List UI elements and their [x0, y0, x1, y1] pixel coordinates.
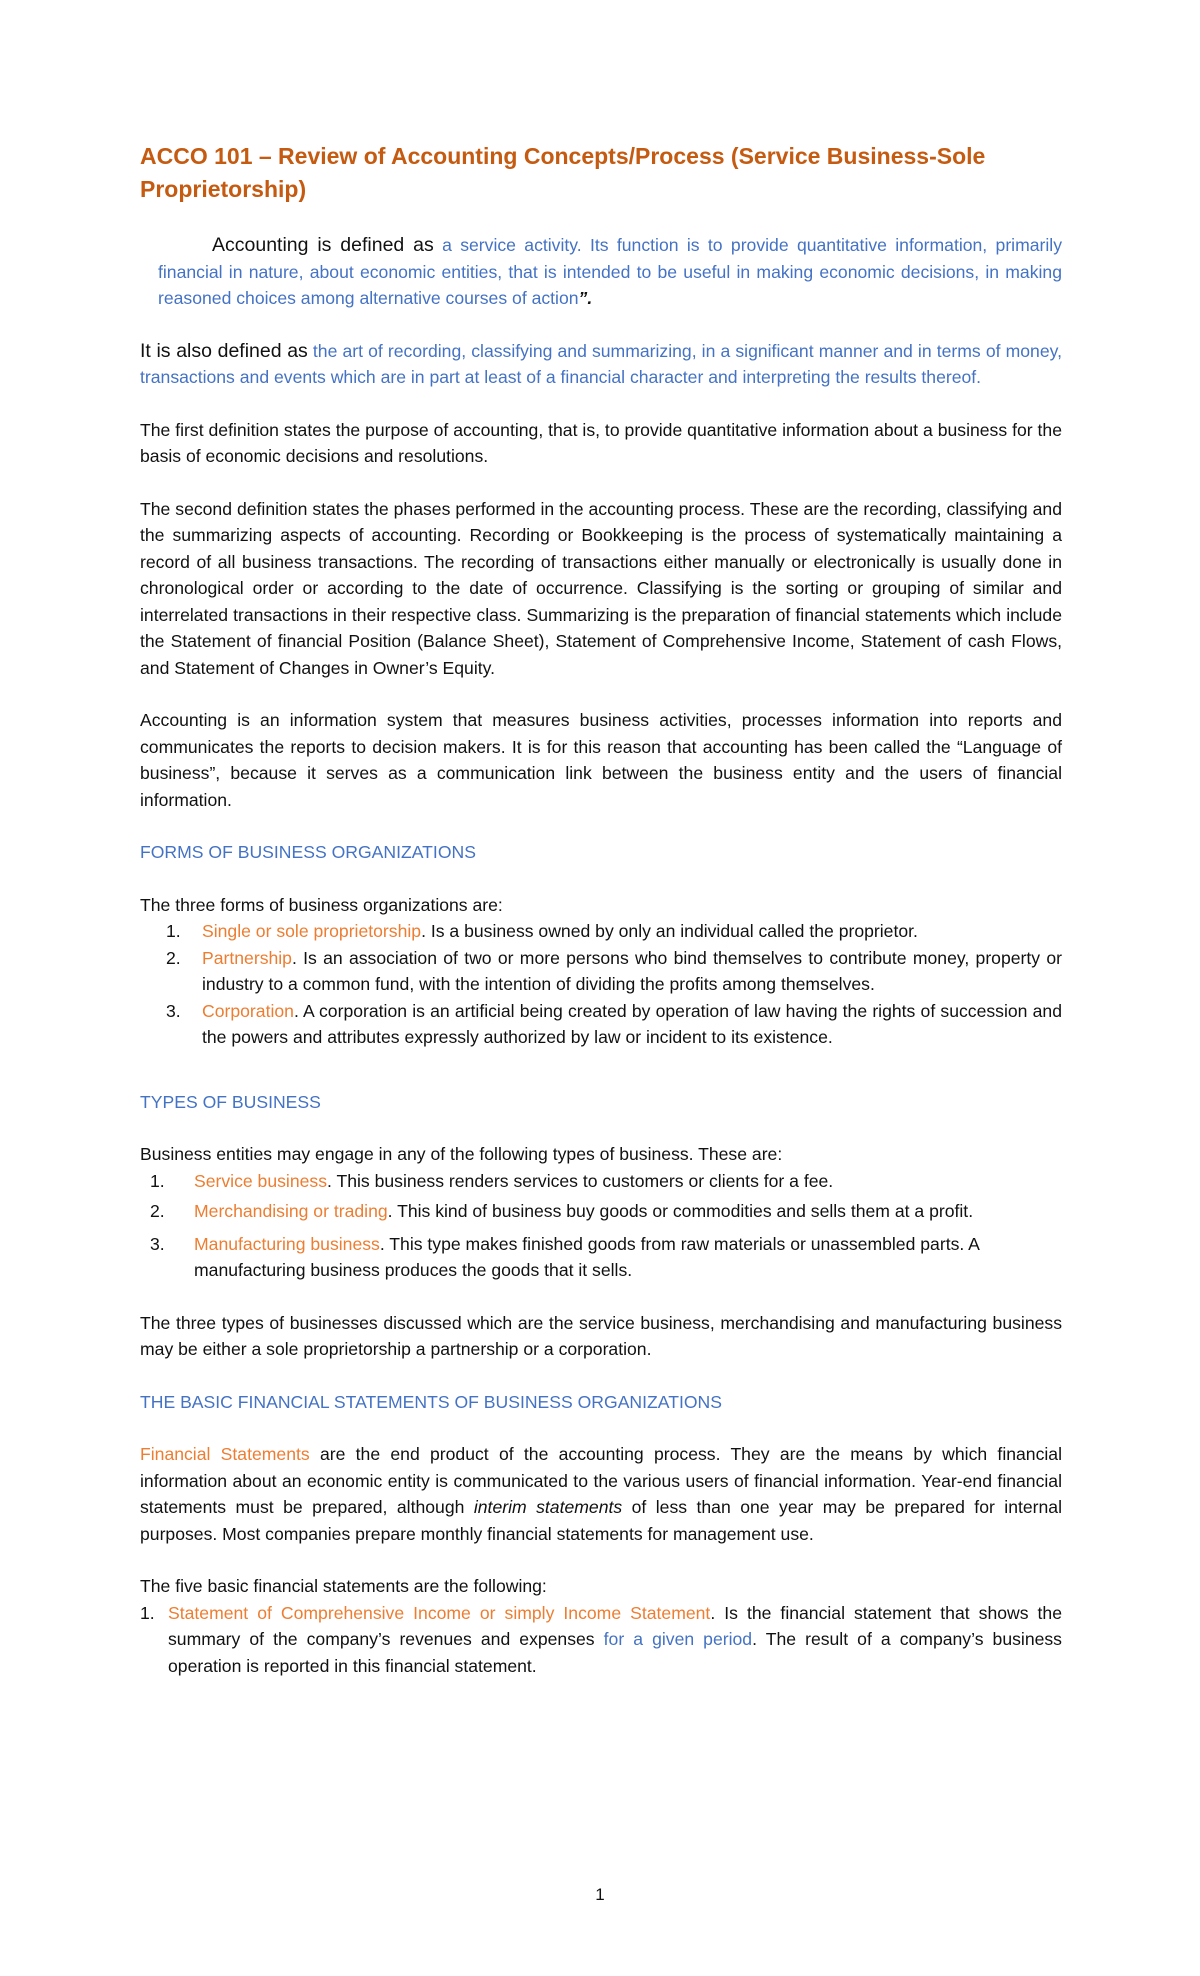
list-item: 3. Corporation. A corporation is an artificial being created by operation of law having the rights of succession and the powers and attributes expressly authorized by law or incident to its existence. [166, 1000, 1062, 1047]
statements-list [140, 1600, 1062, 1680]
statements-heading: THE BASIC FINANCIAL STATEMENTS OF BUSINESS ORGANIZATIONS [140, 1391, 722, 1412]
definition-paragraph-2 [140, 338, 1062, 391]
definition-2-text: the art of recording, classifying and summarizing, in a significant manner and in terms of money, transactions and events which are in part at least of a financial character and interpreting the results thereof. [140, 340, 1062, 387]
list-item: 1. Statement of Comprehensive Income or simply Income Statement. Is the financial statement that shows the summary of the company’s revenues and expenses for a given period. The result of a company’s business operation is reported in this financial statement. [140, 1602, 1062, 1676]
definition-paragraph-1 [140, 232, 1062, 312]
form-term: Single or sole proprietorship [202, 921, 422, 941]
list-item: 3. Manufacturing business. This type makes finished goods from raw materials or unassembled parts. A manufacturing business produces the goods that it sells. [150, 1233, 979, 1280]
page-number: 1 [595, 1885, 605, 1904]
document-title: ACCO 101 – Review of Accounting Concepts/Process (Service Business-Sole Proprietorship) [140, 143, 986, 202]
document-body [140, 140, 1062, 1679]
types-heading: TYPES OF BUSINESS [140, 1091, 321, 1112]
information-system-paragraph: Accounting is an information system that measures business activities, processes information into reports and communicates the reports to decision makers. It is for this reason that accounting has been called the “Language of business”, because it serves as a communication link between the business entity and the users of financial information. [140, 710, 1062, 810]
list-item: 2. Merchandising or trading. This kind of business buy goods or commodities and sells them at a profit. [150, 1201, 974, 1221]
first-definition-paragraph: The first definition states the purpose of accounting, that is, to provide quantitative information about a business for the basis of economic decisions and resolutions. [140, 419, 1062, 466]
second-definition-paragraph: The second definition states the phases performed in the accounting process. These are the recording, classifying and the summarizing aspects of accounting. Recording or Bookkeeping is the process of systematically maintaining a record of all business transactions. The recording of transactions either manually or electronically is usually done in chronological order or according to the date of occurrence. Classifying is the sorting or grouping of similar and interrelated transactions in their respective class. Summarizing is the preparation of financial statements which include the Statement of financial Position (Balance Sheet), Statement of Comprehensive Income, Statement of cash Flows, and Statement of Changes in Owner’s Equity. [140, 498, 1062, 678]
statement-term: Statement of Comprehensive Income or simply Income Statement [168, 1602, 711, 1623]
form-term: Partnership [202, 947, 292, 968]
types-closing-paragraph: The three types of businesses discussed which are the service business, merchandising and manufacturing business may be either a sole proprietorship a partnership or a corporation. [140, 1312, 1062, 1359]
forms-heading: FORMS OF BUSINESS ORGANIZATIONS [140, 842, 476, 862]
given-period-text: for a given period [603, 1629, 753, 1649]
list-item: 1. Single or sole proprietorship. Is a business owned by only an individual called the proprietor. [166, 921, 918, 941]
types-intro: Business entities may engage in any of the following types of business. These are: [140, 1144, 783, 1164]
forms-intro: The three forms of business organizations are: [140, 894, 503, 915]
definition-2-lead: It is also defined as [140, 339, 308, 362]
list-item: 1. Service business. This business renders services to customers or clients for a fee. [150, 1170, 834, 1191]
definition-1-end: ”. [578, 288, 593, 308]
list-item: 2. Partnership. Is an association of two or more persons who bind themselves to contribute money, property or industry to a common fund, with the intention of dividing the profits among themselves. [166, 947, 1062, 994]
form-term: Corporation [202, 1000, 294, 1021]
financial-statements-paragraph: Financial Statements are the end product of the accounting process. They are the means by which financial information about an economic entity is communicated to the various users of financial information. Year-end financial statements must be prepared, although interim statements of less than one year may be prepared for internal purposes. Most companies prepare monthly financial statements for management use. [140, 1444, 1062, 1544]
statements-intro: The five basic financial statements are the following: [140, 1576, 547, 1596]
interim-statements-term: interim statements [473, 1497, 623, 1517]
financial-statements-term: Financial Statements [140, 1444, 310, 1464]
definition-1-lead: Accounting is defined as [212, 234, 434, 256]
type-term: Merchandising or trading [194, 1201, 388, 1221]
type-term: Manufacturing business [194, 1233, 380, 1254]
type-term: Service business [194, 1170, 327, 1191]
definition-1-text: a service activity. Its function is to provide quantitative information, primarily financial in nature, about economic entities, that is intended to be useful in making economic decisions, in making reasoned choices among alternative courses of action [158, 235, 1062, 308]
types-list [140, 1168, 1062, 1284]
forms-list [140, 918, 1062, 1051]
